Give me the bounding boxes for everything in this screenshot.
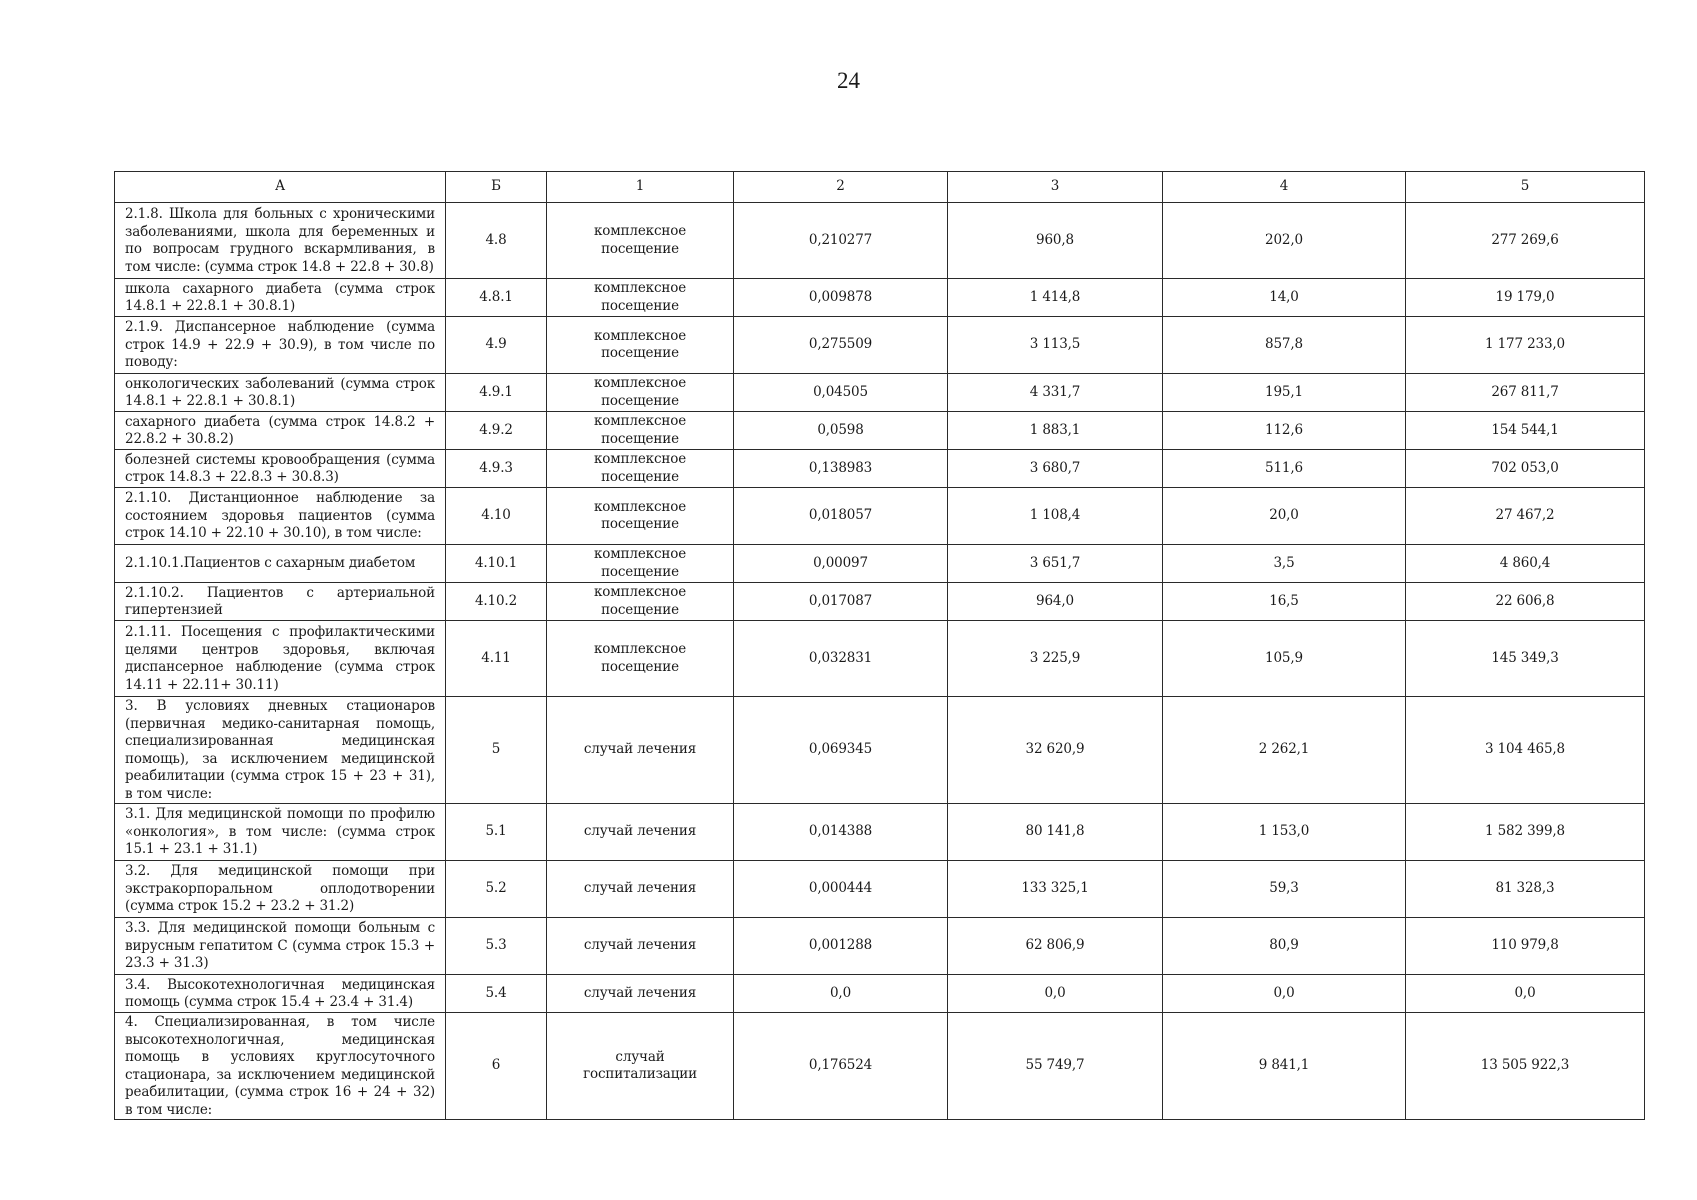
row-value-4: 59,3 — [1163, 861, 1406, 918]
row-code: 4.10.1 — [446, 545, 547, 583]
column-header-b: Б — [446, 172, 547, 203]
row-value-2: 0,009878 — [734, 279, 948, 317]
row-code: 5.4 — [446, 975, 547, 1013]
column-header-5: 5 — [1406, 172, 1645, 203]
row-unit: случай лечения — [547, 861, 734, 918]
row-value-4: 857,8 — [1163, 317, 1406, 374]
table-row — [115, 697, 1645, 804]
table-row — [115, 975, 1645, 1013]
row-name: болезней системы кровообращения (сумма строк 14.8.3 + 22.8.3 + 30.8.3) — [115, 450, 446, 488]
row-value-5: 22 606,8 — [1406, 583, 1645, 621]
row-value-4: 16,5 — [1163, 583, 1406, 621]
row-value-2: 0,138983 — [734, 450, 948, 488]
row-value-5: 1 582 399,8 — [1406, 804, 1645, 861]
row-value-3: 3 225,9 — [948, 621, 1163, 697]
row-value-5: 110 979,8 — [1406, 918, 1645, 975]
row-name: 2.1.10. Дистанционное наблюдение за состоянием здоровья пациентов (сумма строк 14.10 + 22.10 + 30.10), в том числе: — [115, 488, 446, 545]
row-value-4: 80,9 — [1163, 918, 1406, 975]
row-value-2: 0,014388 — [734, 804, 948, 861]
row-value-5: 81 328,3 — [1406, 861, 1645, 918]
table-row — [115, 918, 1645, 975]
row-value-5: 13 505 922,3 — [1406, 1013, 1645, 1120]
row-unit: случай лечения — [547, 697, 734, 804]
row-value-2: 0,001288 — [734, 918, 948, 975]
row-value-3: 3 680,7 — [948, 450, 1163, 488]
row-value-3: 62 806,9 — [948, 918, 1163, 975]
row-unit: комплексное посещение — [547, 621, 734, 697]
table-row — [115, 412, 1645, 450]
row-unit: комплексное посещение — [547, 545, 734, 583]
row-code: 6 — [446, 1013, 547, 1120]
row-unit: комплексное посещение — [547, 203, 734, 279]
row-value-3: 1 883,1 — [948, 412, 1163, 450]
table-row — [115, 317, 1645, 374]
row-value-4: 195,1 — [1163, 374, 1406, 412]
row-name: 2.1.9. Диспансерное наблюдение (сумма строк 14.9 + 22.9 + 30.9), в том числе по поводу: — [115, 317, 446, 374]
row-code: 4.9 — [446, 317, 547, 374]
row-code: 4.9.3 — [446, 450, 547, 488]
row-unit: случай лечения — [547, 918, 734, 975]
row-value-3: 3 113,5 — [948, 317, 1163, 374]
table-row — [115, 450, 1645, 488]
row-value-4: 511,6 — [1163, 450, 1406, 488]
row-value-2: 0,069345 — [734, 697, 948, 804]
row-value-3: 964,0 — [948, 583, 1163, 621]
row-value-5: 702 053,0 — [1406, 450, 1645, 488]
row-value-5: 19 179,0 — [1406, 279, 1645, 317]
column-header-a: А — [115, 172, 446, 203]
row-value-3: 1 414,8 — [948, 279, 1163, 317]
row-name: 3.1. Для медицинской помощи по профилю «онкология», в том числе: (сумма строк 15.1 + 23.1 + 31.1) — [115, 804, 446, 861]
row-value-3: 1 108,4 — [948, 488, 1163, 545]
row-value-2: 0,032831 — [734, 621, 948, 697]
row-code: 4.10 — [446, 488, 547, 545]
row-value-2: 0,0 — [734, 975, 948, 1013]
row-value-4: 202,0 — [1163, 203, 1406, 279]
row-value-5: 27 467,2 — [1406, 488, 1645, 545]
row-value-4: 20,0 — [1163, 488, 1406, 545]
row-value-2: 0,017087 — [734, 583, 948, 621]
row-value-3: 32 620,9 — [948, 697, 1163, 804]
column-header-4: 4 — [1163, 172, 1406, 203]
row-unit: комплексное посещение — [547, 488, 734, 545]
row-code: 4.10.2 — [446, 583, 547, 621]
row-value-5: 267 811,7 — [1406, 374, 1645, 412]
row-value-3: 80 141,8 — [948, 804, 1163, 861]
row-value-2: 0,00097 — [734, 545, 948, 583]
row-name: 2.1.10.1.Пациентов с сахарным диабетом — [115, 545, 446, 583]
column-header-2: 2 — [734, 172, 948, 203]
row-value-3: 3 651,7 — [948, 545, 1163, 583]
row-name: школа сахарного диабета (сумма строк 14.8.1 + 22.8.1 + 30.8.1) — [115, 279, 446, 317]
row-name: 3. В условиях дневных стационаров (первичная медико-санитарная помощь, специализированная медицинская помощь), за исключением медицинской реабилитации (сумма строк 15 + 23 + 31), в том числе: — [115, 697, 446, 804]
row-value-4: 3,5 — [1163, 545, 1406, 583]
row-value-2: 0,0598 — [734, 412, 948, 450]
row-value-3: 133 325,1 — [948, 861, 1163, 918]
row-value-5: 3 104 465,8 — [1406, 697, 1645, 804]
column-header-3: 3 — [948, 172, 1163, 203]
row-unit: комплексное посещение — [547, 279, 734, 317]
data-table — [114, 171, 1645, 1120]
row-code: 4.8 — [446, 203, 547, 279]
row-code: 5.1 — [446, 804, 547, 861]
row-code: 5.2 — [446, 861, 547, 918]
row-value-5: 1 177 233,0 — [1406, 317, 1645, 374]
row-value-5: 154 544,1 — [1406, 412, 1645, 450]
row-code: 4.9.2 — [446, 412, 547, 450]
table-row — [115, 621, 1645, 697]
row-value-5: 145 349,3 — [1406, 621, 1645, 697]
row-value-4: 112,6 — [1163, 412, 1406, 450]
row-value-2: 0,275509 — [734, 317, 948, 374]
row-unit: комплексное посещение — [547, 374, 734, 412]
row-value-2: 0,176524 — [734, 1013, 948, 1120]
table-row — [115, 279, 1645, 317]
row-unit: комплексное посещение — [547, 583, 734, 621]
row-name: 2.1.11. Посещения с профилактическими целями центров здоровья, включая диспансерное наблюдение (сумма строк 14.11 + 22.11+ 30.11) — [115, 621, 446, 697]
table-row — [115, 488, 1645, 545]
row-value-4: 2 262,1 — [1163, 697, 1406, 804]
row-name: онкологических заболеваний (сумма строк 14.8.1 + 22.8.1 + 30.8.1) — [115, 374, 446, 412]
row-value-4: 1 153,0 — [1163, 804, 1406, 861]
row-value-3: 4 331,7 — [948, 374, 1163, 412]
row-name: 3.2. Для медицинской помощи при экстракорпоральном оплодотворении (сумма строк 15.2 + 23.2 + 31.2) — [115, 861, 446, 918]
row-unit: комплексное посещение — [547, 412, 734, 450]
row-value-5: 4 860,4 — [1406, 545, 1645, 583]
row-value-3: 960,8 — [948, 203, 1163, 279]
row-code: 4.11 — [446, 621, 547, 697]
table-row — [115, 583, 1645, 621]
row-value-3: 55 749,7 — [948, 1013, 1163, 1120]
table-row — [115, 374, 1645, 412]
row-value-2: 0,018057 — [734, 488, 948, 545]
header-row — [115, 172, 1645, 203]
row-value-5: 277 269,6 — [1406, 203, 1645, 279]
table-row — [115, 804, 1645, 861]
row-value-2: 0,04505 — [734, 374, 948, 412]
row-value-3: 0,0 — [948, 975, 1163, 1013]
row-code: 4.9.1 — [446, 374, 547, 412]
row-code: 4.8.1 — [446, 279, 547, 317]
column-header-1: 1 — [547, 172, 734, 203]
row-value-4: 105,9 — [1163, 621, 1406, 697]
row-unit: случай лечения — [547, 975, 734, 1013]
table-row — [115, 545, 1645, 583]
row-value-4: 9 841,1 — [1163, 1013, 1406, 1120]
row-value-2: 0,000444 — [734, 861, 948, 918]
page-number: 24 — [837, 68, 860, 93]
table-row — [115, 203, 1645, 279]
row-name: 3.3. Для медицинской помощи больным с вирусным гепатитом С (сумма строк 15.3 + 23.3 + 31.3) — [115, 918, 446, 975]
row-value-4: 0,0 — [1163, 975, 1406, 1013]
row-value-4: 14,0 — [1163, 279, 1406, 317]
row-unit: случай госпитализации — [547, 1013, 734, 1120]
row-unit: комплексное посещение — [547, 450, 734, 488]
row-name: 2.1.10.2. Пациентов с артериальной гипертензией — [115, 583, 446, 621]
row-name: 4. Специализированная, в том числе высокотехнологичная, медицинская помощь в условиях круглосуточного стационара, за исключением медицинской реабилитации, (сумма строк 16 + 24 + 32) в том числе: — [115, 1013, 446, 1120]
table-row — [115, 1013, 1645, 1120]
row-code: 5 — [446, 697, 547, 804]
row-value-5: 0,0 — [1406, 975, 1645, 1013]
row-name: сахарного диабета (сумма строк 14.8.2 + 22.8.2 + 30.8.2) — [115, 412, 446, 450]
row-code: 5.3 — [446, 918, 547, 975]
row-unit: случай лечения — [547, 804, 734, 861]
row-value-2: 0,210277 — [734, 203, 948, 279]
table-row — [115, 861, 1645, 918]
row-name: 3.4. Высокотехнологичная медицинская помощь (сумма строк 15.4 + 23.4 + 31.4) — [115, 975, 446, 1013]
row-name: 2.1.8. Школа для больных с хроническими заболеваниями, школа для беременных и по вопросам грудного вскармливания, в том числе: (сумма строк 14.8 + 22.8 + 30.8) — [115, 203, 446, 279]
row-unit: комплексное посещение — [547, 317, 734, 374]
